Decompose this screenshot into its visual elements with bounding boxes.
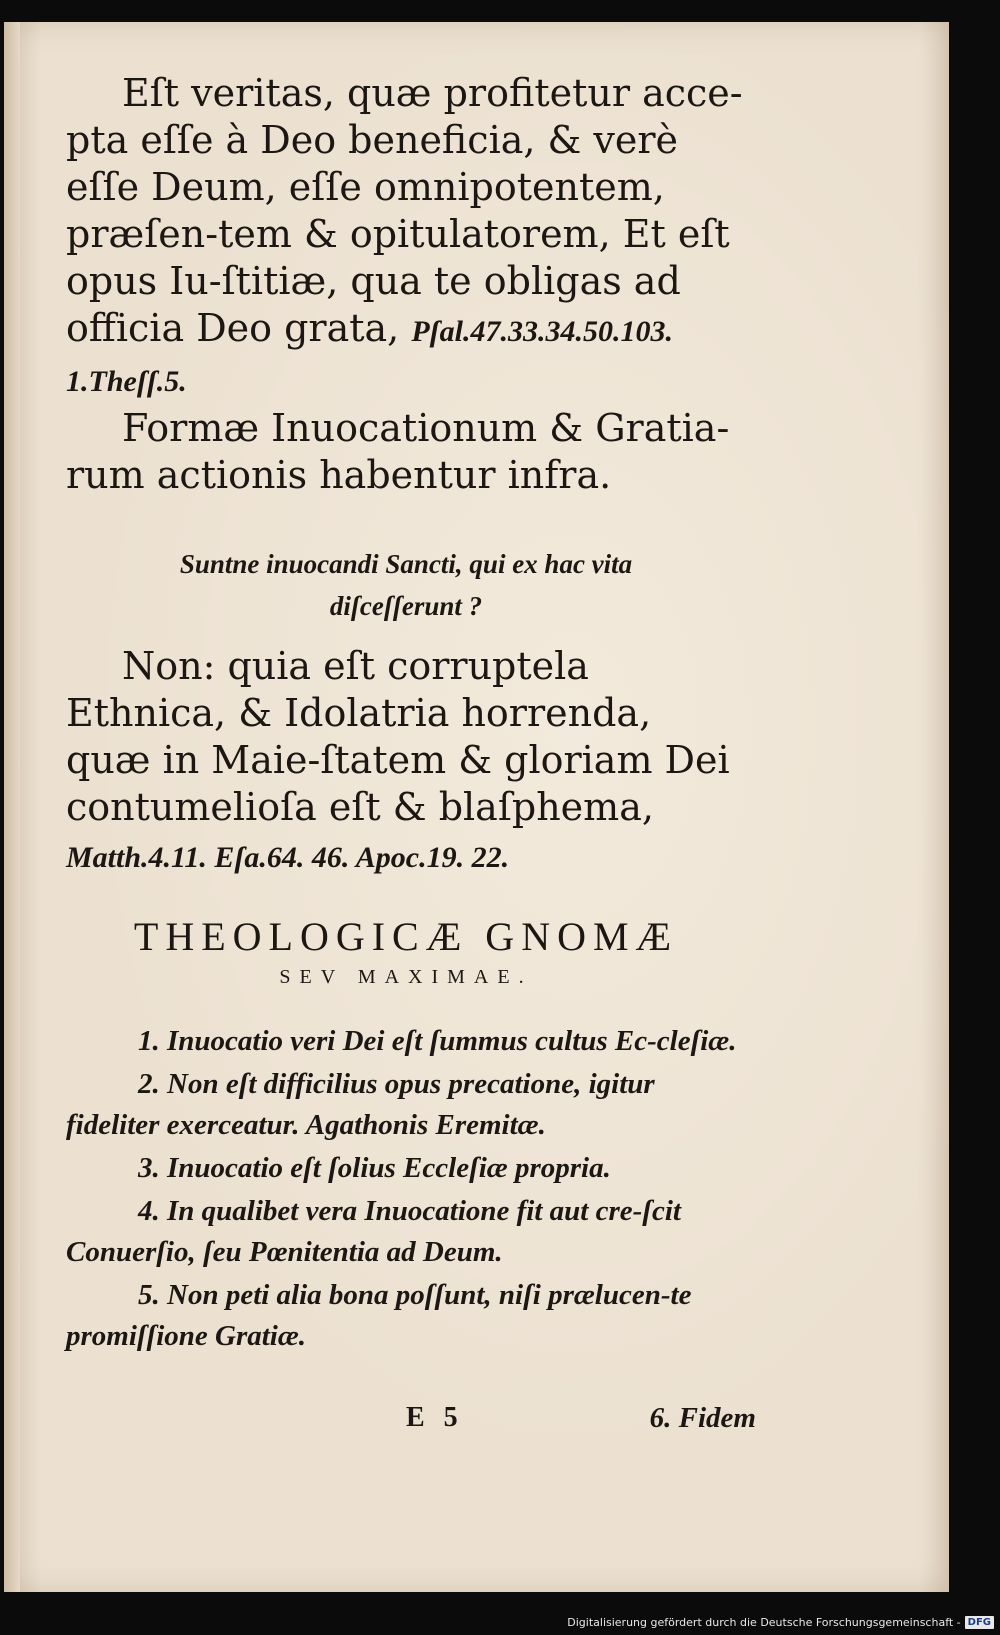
question-line-1: Suntne inuocandi Sancti, qui ex hac vita	[179, 549, 633, 579]
catchword: 6. Fidem	[649, 1402, 756, 1434]
dfg-logo-icon: DFG	[965, 1616, 994, 1629]
question-sancti	[66, 543, 746, 627]
matthew-reference: Matth.4.11. Eſa.64. 46. Apoc.19. 22.	[66, 841, 510, 874]
psalm-reference: Pſal.47.33.34.50.103. 1.Theſſ.5.	[66, 315, 674, 398]
section-subheading: SEV MAXIMAE.	[279, 966, 533, 988]
answer-text: Non: quia eſt corruptela Ethnica, & Idolatria horrenda, quæ in Maie-ſtatem & gloriam Dei contumelioſa eſt & blaſphema,	[66, 644, 730, 829]
paragraph-veritas-text: Eſt veritas, quæ profitetur acce-pta eſſe à Deo beneficia, & verè eſſe Deum, eſſe omnipotentem, præſen-tem & opitulatorem, Et eſt opus Iu-ſtitiæ, qua te obligas ad officia Deo grata,	[66, 71, 743, 350]
answer-paragraph	[66, 643, 746, 881]
paragraph-veritas	[66, 70, 746, 405]
maxim-3: 3. Inuocatio eſt ſolius Eccleſiæ propria.	[138, 1152, 611, 1184]
funding-credit	[567, 1613, 994, 1631]
maxim-2: 2. Non eſt difficilius opus precatione, igitur fideliter exerceatur. Agathonis Eremitæ.	[66, 1068, 655, 1141]
book-page	[4, 22, 949, 1592]
maxim-5: 5. Non peti alia bona poſſunt, niſi prælucen-te promiſſione Gratiæ.	[66, 1279, 692, 1352]
maxims-list	[66, 1021, 746, 1357]
page-text-block	[66, 70, 746, 1359]
funding-credit-text: Digitalisierung gefördert durch die Deutsche Forschungsgemeinschaft -	[567, 1615, 961, 1629]
page-footer-line	[66, 1402, 756, 1446]
paragraph-formae: Formæ Inuocationum & Gratia-rum actionis habentur infra.	[66, 406, 730, 497]
question-line-2: diſceſſerunt ?	[329, 591, 483, 621]
signature-mark: E 5	[406, 1402, 464, 1433]
maxim-1: 1. Inuocatio veri Dei eſt ſummus cultus Ec-cleſiæ.	[138, 1025, 737, 1057]
maxim-4: 4. In qualibet vera Inuocatione fit aut cre-ſcit Conuerſio, ſeu Pœnitentia ad Deum.	[66, 1195, 681, 1268]
section-heading: THEOLOGICÆ GNOMÆ	[133, 914, 679, 959]
